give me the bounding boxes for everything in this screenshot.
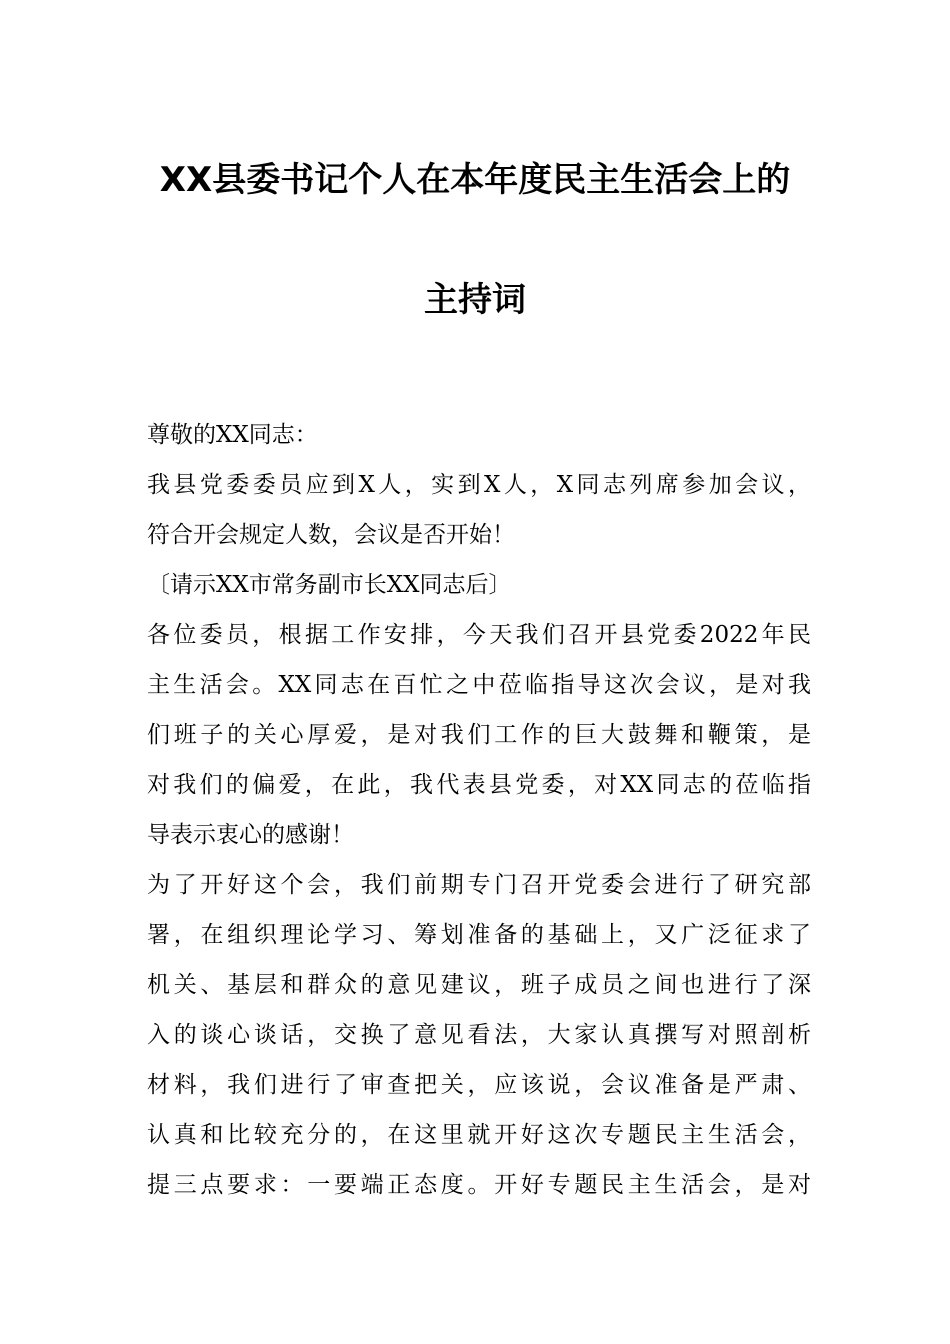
body-line: 机关、基层和群众的意见建议，班子成员之间也进行了深 xyxy=(147,972,811,998)
body-line: 为了开好这个会，我们前期专门召开党委会进行了研究部 xyxy=(147,872,811,898)
document-body xyxy=(147,410,811,1210)
body-line: 对我们的偏爱，在此，我代表县党委，对XX同志的莅临指 xyxy=(147,772,811,798)
body-line: 〔请示XX市常务副市长XX同志后〕 xyxy=(147,572,512,598)
document-title-line-2: 主持词 xyxy=(424,280,526,320)
document-title-line-1: XX县委书记个人在本年度民主生活会上的 xyxy=(159,160,791,200)
body-line: 导表示衷心的感谢！ xyxy=(147,822,354,848)
salutation: 尊敬的XX同志： xyxy=(147,422,318,448)
body-line: 主生活会。XX同志在百忙之中莅临指导这次会议，是对我 xyxy=(147,672,811,698)
body-line: 提三点要求：一要端正态度。开好专题民主生活会，是对 xyxy=(147,1172,811,1198)
body-line: 符合开会规定人数，会议是否开始！ xyxy=(147,522,515,548)
body-line: 署，在组织理论学习、筹划准备的基础上，又广泛征求了 xyxy=(147,922,811,948)
body-line: 我县党委委员应到X人，实到X人，X同志列席参加会议， xyxy=(147,472,811,498)
body-line: 认真和比较充分的，在这里就开好这次专题民主生活会， xyxy=(147,1122,811,1148)
body-line: 们班子的关心厚爱，是对我们工作的巨大鼓舞和鞭策，是 xyxy=(147,722,811,748)
body-line: 入的谈心谈话，交换了意见看法，大家认真撰写对照剖析 xyxy=(147,1022,811,1048)
body-line: 材料，我们进行了审查把关，应该说，会议准备是严肃、 xyxy=(147,1072,811,1098)
body-line: 各位委员，根据工作安排，今天我们召开县党委2022年民 xyxy=(147,622,811,648)
